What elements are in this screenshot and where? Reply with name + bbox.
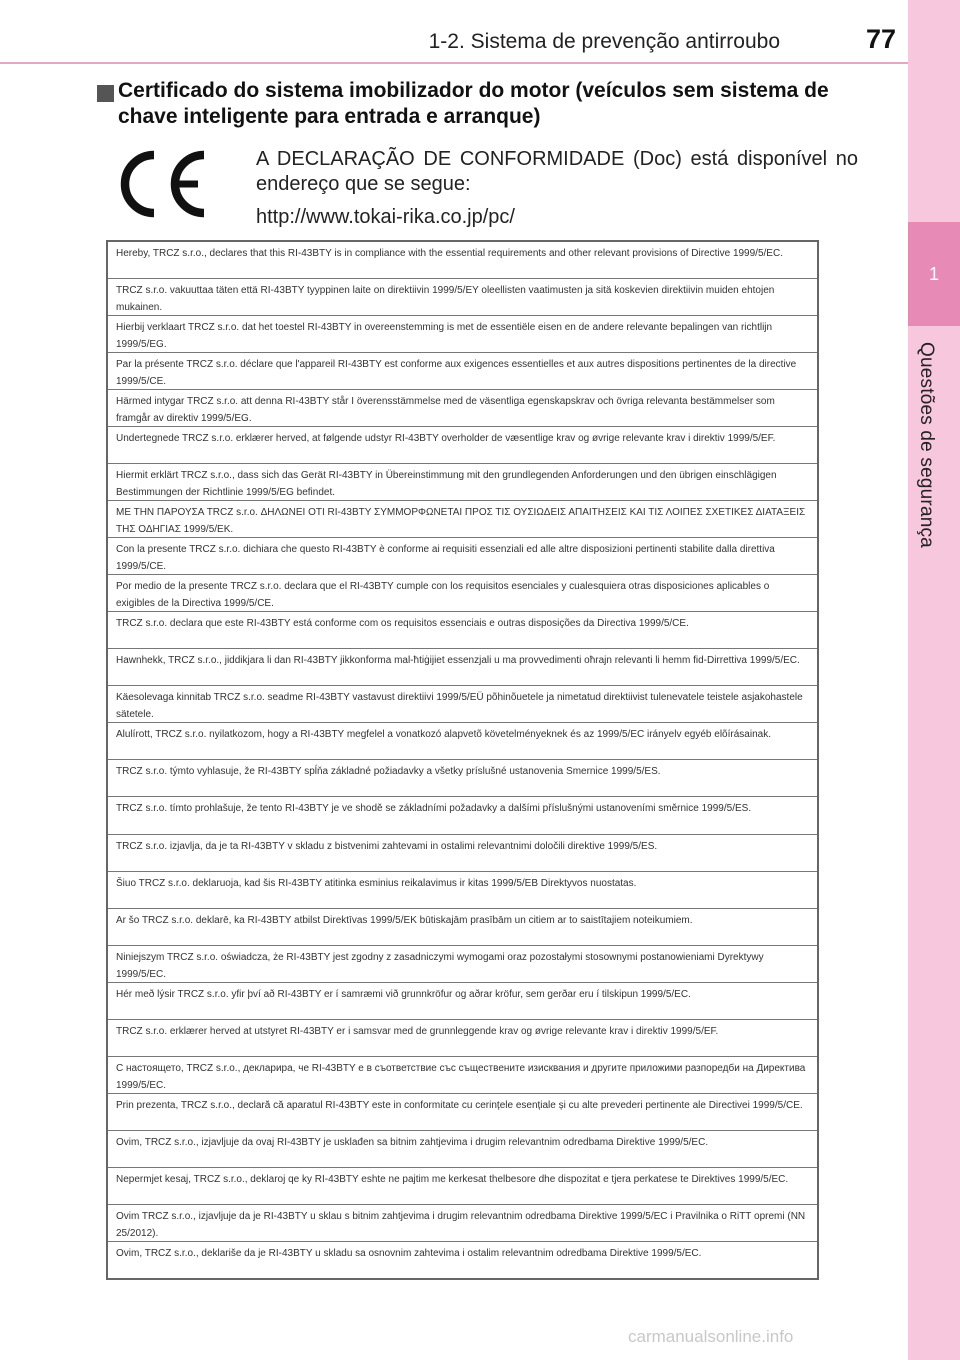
language-statement-row: TRCZ s.r.o. vakuuttaa täten että RI-43BTY tyyppinen laite on direktiivin 1999/5/EY oleellisten vaatimusten ja sitä koskevien direktiivin muiden ehtojen mukainen. [108,279,817,316]
language-statement-row: Alulírott, TRCZ s.r.o. nyilatkozom, hogy a RI-43BTY megfelel a vonatkozó alapvetõ követelményeknek és az 1999/5/EC irányelv egyéb elõírásainak. [108,723,817,760]
watermark: carmanualsonline.info [628,1327,794,1346]
language-statement-row: Niniejszym TRCZ s.r.o. oświadcza, że RI-43BTY jest zgodny z zasadniczymi wymogami oraz pozostałymi stosownymi postanowieniami Dyrektywy 1999/5/EC. [108,946,817,983]
declaration-text: A DECLARAÇÃO DE CONFORMIDADE (Doc) está disponível no endereço que se segue: [256,148,858,195]
language-statement-row: Hierbij verklaart TRCZ s.r.o. dat het toestel RI-43BTY in overeenstemming is met de essentiële eisen en de andere relevante bepalingen van richtlijn 1999/5/EG. [108,316,817,353]
section-heading: Certificado do sistema imobilizador do motor (veículos sem sistema de chave inteligente para entrada e arranque) [118,79,829,128]
language-statement-row: TRCZ s.r.o. týmto vyhlasuje, že RI-43BTY spĺňa základné požiadavky a všetky príslušné ustanovenia Smernice 1999/5/ES. [108,760,817,797]
header-rule [0,62,908,64]
language-statement-row: Härmed intygar TRCZ s.r.o. att denna RI-43BTY står I överensstämmelse med de väsentliga egenskapskrav och övriga relevanta bestämmelser som framgår av direktiv 1999/5/EG. [108,390,817,427]
language-statement-row: ΜΕ ΤΗΝ ΠΑΡΟΥΣΑ TRCZ s.r.o. ΔΗΛΩΝΕΙ ΟΤΙ RI-43BTY ΣΥΜΜΟΡΦΩΝΕΤΑΙ ΠΡΟΣ ΤΙΣ ΟΥΣΙΩΔΕΙΣ ΑΠΑΙΤΗΣΕΙΣ ΚΑΙ ΤΙΣ ΛΟΙΠΕΣ ΣΧΕΤΙΚΕΣ ΔΙΑΤΑΞΕΙΣ ΤΗΣ ΟΔΗΓΙΑΣ 1999/5/ΕΚ. [108,501,817,538]
language-statement-row: TRCZ s.r.o. erklærer herved at utstyret RI-43BTY er i samsvar med de grunnleggende krav og øvrige relevante krav i direktiv 1999/5/EF. [108,1020,817,1057]
language-statement-row: TRCZ s.r.o. izjavlja, da je ta RI-43BTY v skladu z bistvenimi zahtevami in ostalimi relevantnimi določili direktive 1999/5/ES. [108,835,817,872]
side-thumb-tab [908,0,960,1360]
ce-mark-icon [110,148,210,220]
language-statement-row: Prin prezenta, TRCZ s.r.o., declară că aparatul RI-43BTY este in conformitate cu cerințele esențiale și cu alte prevederi pertinente ale Directivei 1999/5/CE. [108,1094,817,1131]
language-statement-row: TRCZ s.r.o. tímto prohlašuje, že tento RI-43BTY je ve shodě se základními požadavky a dalšími příslušnými ustanoveními směrnice 1999/5/ES. [108,797,817,834]
language-statement-row: С настоящето, TRCZ s.r.o., декларира, че RI-43BTY е в съответствие със съществените изисквания и другите приложими разпоредби на Директива 1999/5/ЕС. [108,1057,817,1094]
language-statement-row: Par la présente TRCZ s.r.o. déclare que l'appareil RI-43BTY est conforme aux exigences essentielles et aux autres dispositions pertinentes de la directive 1999/5/CE. [108,353,817,390]
declaration-of-conformity [256,147,858,230]
language-statements-table [106,240,819,1280]
square-bullet-icon [97,85,114,102]
language-statement-row: TRCZ s.r.o. declara que este RI-43BTY está conforme com os requisitos essenciais e outras disposições da Directiva 1999/5/CE. [108,612,817,649]
running-section-title: 1-2. Sistema de prevenção antirroubo [428,30,780,53]
language-statement-row: Hereby, TRCZ s.r.o., declares that this RI-43BTY is in compliance with the essential requirements and other relevant provisions of Directive 1999/5/EC. [108,242,817,279]
language-statement-row: Undertegnede TRCZ s.r.o. erklærer herved, at følgende udstyr RI-43BTY overholder de væsentlige krav og øvrige relevante krav i direktiv 1999/5/EF. [108,427,817,464]
language-statement-row: Ovim, TRCZ s.r.o., deklariše da je RI-43BTY u skladu sa osnovnim zahtevima i ostalim relevantnim odredbama Direktive 1999/5/EC. [116,1247,702,1259]
chapter-label: Questões de segurança [916,342,937,548]
language-statement-row: Käesolevaga kinnitab TRCZ s.r.o. seadme RI-43BTY vastavust direktiivi 1999/5/EÜ põhinõuetele ja nimetatud direktiivist tulenevatele teistele asjakohastele sätetele. [108,686,817,723]
language-statement-row: Ovim TRCZ s.r.o., izjavljuje da je RI-43BTY u sklau s bitnim zahtjevima i drugim relevantnim odredbama Direktive 1999/5/EC i Pravilnika o RiTT opremi (NN 25/2012). [108,1205,817,1242]
language-statement-row: Ar šo TRCZ s.r.o. deklarē, ka RI-43BTY atbilst Direktīvas 1999/5/EK būtiskajām prasībām un citiem ar to saistītajiem noteikumiem. [108,909,817,946]
language-statement-row: Por medio de la presente TRCZ s.r.o. declara que el RI-43BTY cumple con los requisitos esenciales y cualesquiera otras disposiciones aplicables o exigibles de la Directiva 1999/5/CE. [108,575,817,612]
declaration-url: http://www.tokai-rika.co.jp/pc/ [256,206,515,228]
language-statement-row: Hawnhekk, TRCZ s.r.o., jiddikjara li dan RI-43BTY jikkonforma mal-ħtiġijiet essenzjali u ma provvedimenti oħrajn relevanti li hemm fid-Dirrettiva 1999/5/EC. [108,649,817,686]
language-statement-row: Ovim, TRCZ s.r.o., izjavljuje da ovaj RI-43BTY je usklađen sa bitnim zahtjevima i drugim relevantnim odredbama Direktive 1999/5/EC. [108,1131,817,1168]
page-number: 77 [865,24,896,54]
language-statement-row: Hiermit erklärt TRCZ s.r.o., dass sich das Gerät RI-43BTY in Übereinstimmung mit den grundlegenden Anforderungen und den übrigen einschlägigen Bestimmungen der Richtlinie 1999/5/EG befindet. [108,464,817,501]
language-statement-row: Con la presente TRCZ s.r.o. dichiara che questo RI-43BTY è conforme ai requisiti essenziali ed alle altre disposizioni pertinenti stabilite dalla direttiva 1999/5/CE. [108,538,817,575]
language-statement-row: Šiuo TRCZ s.r.o. deklaruoja, kad šis RI-43BTY atitinka esminius reikalavimus ir kitas 1999/5/EB Direktyvos nuostatas. [108,872,817,909]
language-statement-row: Hér með lýsir TRCZ s.r.o. yfir því að RI-43BTY er í samræmi við grunnkröfur og aðrar kröfur, sem gerðar eru í tilskipun 1999/5/EC. [108,983,817,1020]
chapter-number: 1 [928,264,939,284]
language-statement-row: Nepermjet kesaj, TRCZ s.r.o., deklaroj qe ky RI-43BTY eshte ne pajtim me kerkesat thelbesore dhe dispozitat e tjera perkatese te Direktives 1999/5/EC. [108,1168,817,1205]
